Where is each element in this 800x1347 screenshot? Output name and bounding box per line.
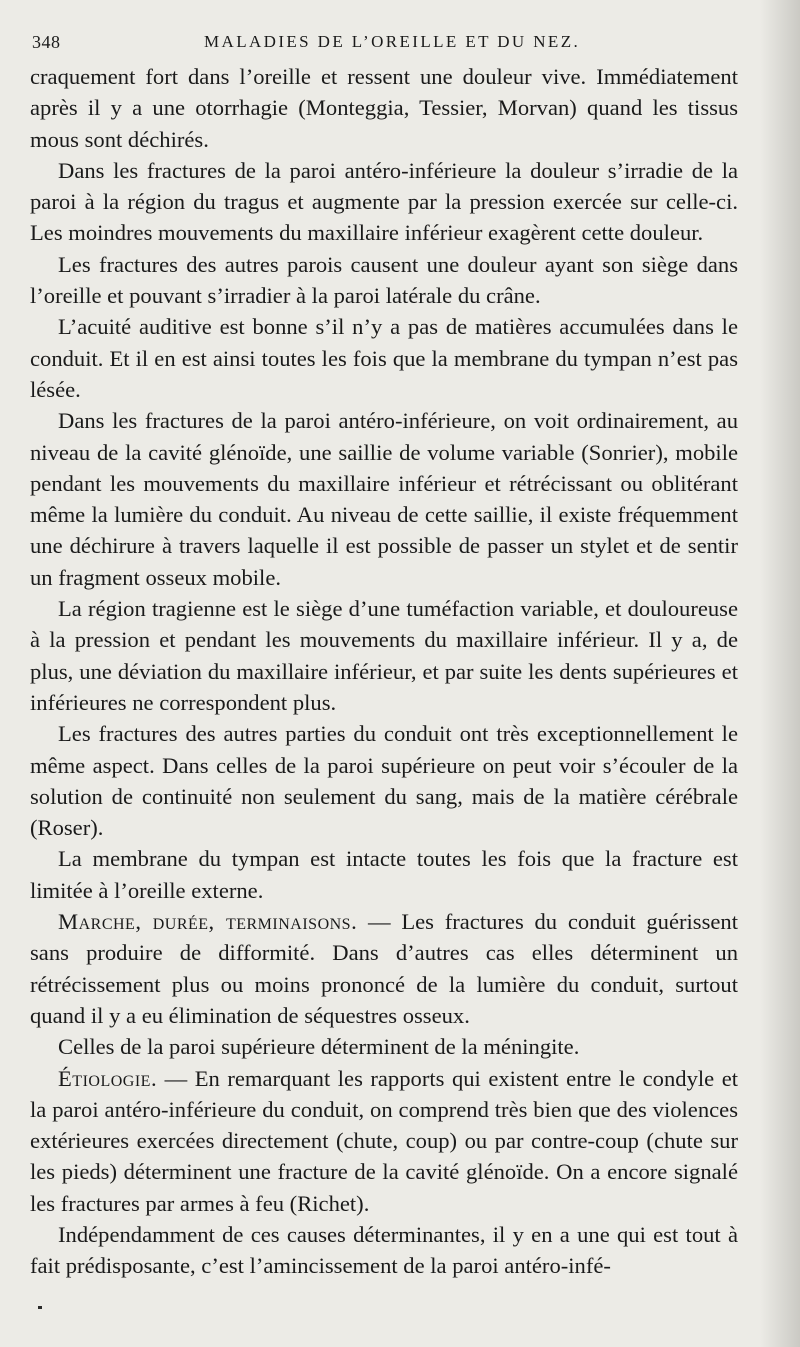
paragraph-saillie: Dans les fractures de la paroi antéro-inférieure, on voit ordinairement, au niveau de la cavité glénoïde, une saillie de volume variable (Sonrier), mobile pendant les mouvements du maxillaire inférieur et rétrécissant ou oblitérant même la lumière du conduit. Au niveau de cette saillie, il existe fréquemment une déchirure à travers laquelle il est possible de passer un stylet et de sentir un fragment osseux mobile. — [30, 408, 738, 590]
section-heading-marche: Marche, durée, terminaisons. — [58, 909, 358, 935]
paragraph-other-parts: Les fractures des autres parties du conduit ont très exceptionnellement le même aspect. Dans celles de la paroi supérieure on peut voir s’écouler de la solution de continuité non seulement du sang, mais de la matière cérébrale (Roser). — [30, 721, 738, 841]
page-number: 348 — [32, 32, 61, 52]
paragraph-pain-other-walls: Les fractures des autres parois causent une douleur ayant son siège dans l’oreille et pouvant s’irradier à la paroi latérale du crâne. — [30, 251, 738, 309]
paragraph-tympan: La membrane du tympan est intacte toutes les fois que la fracture est limitée à l’oreille externe. — [30, 846, 738, 903]
paragraph-pain-anteroinferior: Dans les fractures de la paroi antéro-inférieure la douleur s’irradie de la paroi à la région du tragus et augmente par la pression exercée sur celle-ci. Les moindres mouvements du maxillaire inférieur exagèrent cette douleur. — [30, 157, 738, 246]
paragraph-meningite: Celles de la paroi supérieure déterminent de la méningite. — [58, 1034, 580, 1060]
stray-print-mark — [38, 1306, 42, 1309]
paragraph-continuation: craquement fort dans l’oreille et ressent une douleur vive. Immédiatement après il y a une otorrhagie (Monteggia, Tessier, Morvan) quand les tissus mous sont déchirés. — [30, 64, 738, 152]
page-edge-shadow — [760, 0, 800, 1347]
paragraph-tragienne: La région tragienne est le siège d’une tuméfaction variable, et douloureuse à la pression et pendant les mouvements du maxillaire inférieur. Il y a, de plus, une déviation du maxillaire inférieur, et par suite les dents supérieures et inférieures ne correspondent plus. — [30, 596, 738, 715]
body-text — [30, 61, 738, 1282]
page-header — [30, 26, 738, 56]
section-heading-etiologie: Étiologie. — [58, 1065, 158, 1091]
paragraph-etiologie: Étiologie. — En remarquant les rapports qui existent entre le condyle et la paroi antéro-inférieure du conduit, on comprend très bien que des violences extérieures exercées directement (chute, coup) ou par contre-coup (chute sur les pieds) déterminent une fracture de la cavité glénoïde. On a encore signalé les fractures par armes à feu (Richet). — [30, 1065, 738, 1216]
running-title: MALADIES DE L’OREILLE ET DU NEZ. — [204, 32, 581, 51]
paragraph-predisposante: Indépendamment de ces causes déterminantes, il y en a une qui est tout à fait prédisposante, c’est l’amincissement de la paroi antéro-infé- — [30, 1221, 738, 1279]
paragraph-marche: Marche, durée, terminaisons. — Les fractures du conduit guérissent sans produire de difformité. Dans d’autres cas elles déterminent un rétrécissement plus ou moins prononcé de la lumière du conduit, surtout quand il y a eu élimination de séquestres osseux. — [30, 909, 738, 1028]
paragraph-hearing: L’acuité auditive est bonne s’il n’y a pas de matières accumulées dans le conduit. Et il en est ainsi toutes les fois que la membrane du tympan n’est pas lésée. — [30, 314, 738, 402]
